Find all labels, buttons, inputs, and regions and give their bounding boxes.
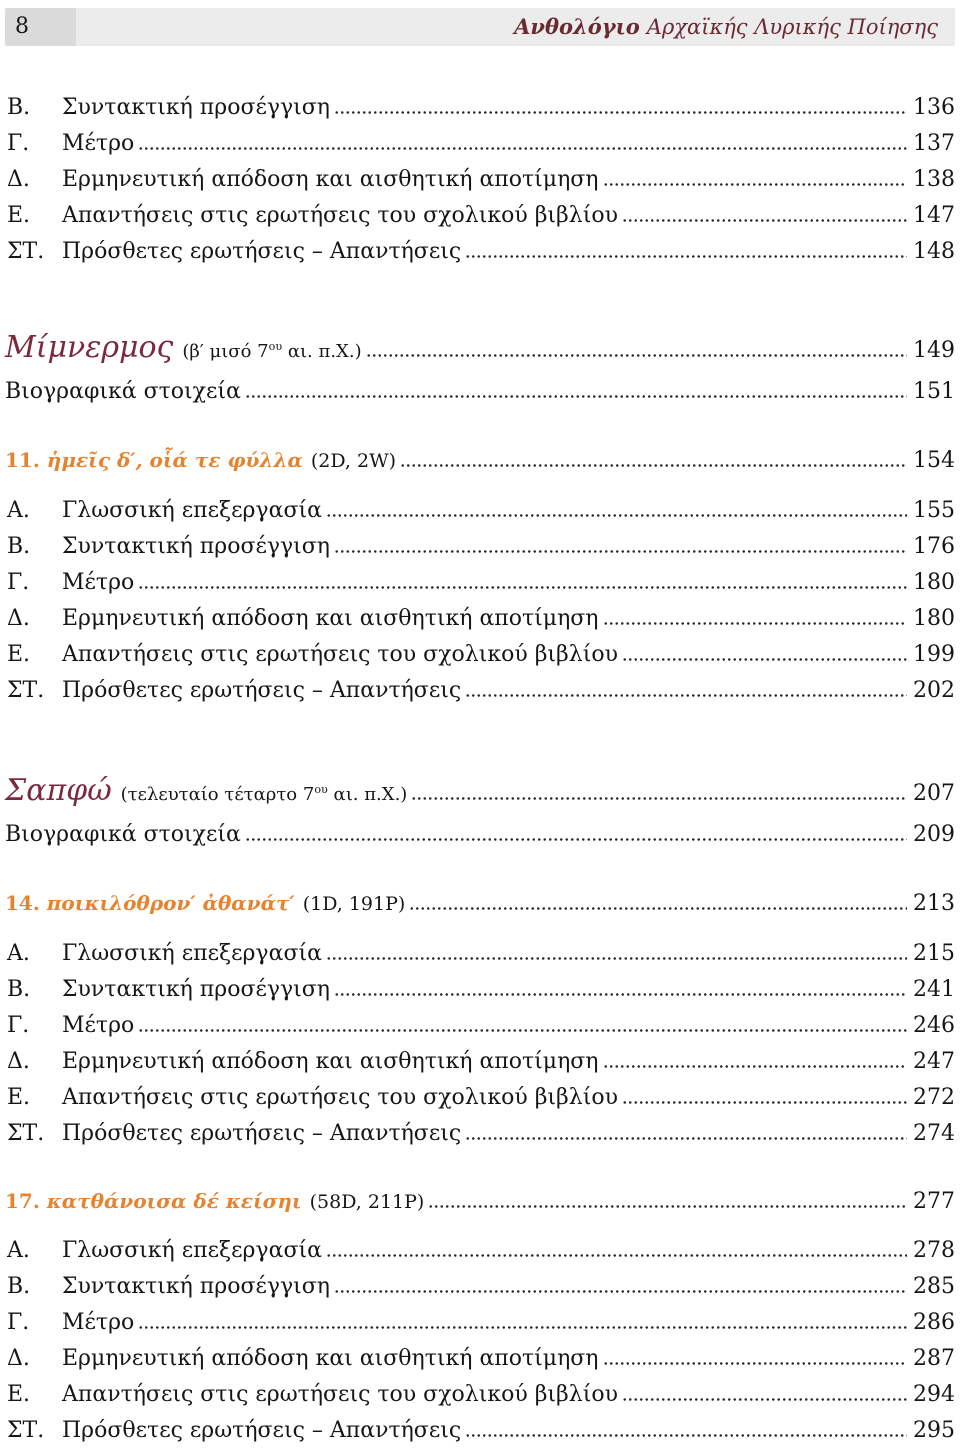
toc-entry [5, 1008, 955, 1044]
poem-entry [5, 442, 955, 478]
poem-reference: (2D, 2W) [310, 450, 397, 472]
entry-title: Γλωσσική επεξεργασία [62, 498, 322, 523]
entry-page-number: 136 [913, 95, 955, 120]
entry-title: Πρόσθετες ερωτήσεις – Απαντήσεις [62, 678, 462, 703]
toc-entry [5, 126, 955, 162]
entry-page-number: 155 [913, 498, 955, 523]
page-header [5, 8, 955, 46]
toc-entry [5, 637, 955, 673]
poem-sections [5, 936, 955, 1152]
toc-entry [5, 493, 955, 529]
dot-leader [138, 1029, 907, 1032]
dot-leader [366, 354, 907, 357]
poem-number: 11. [5, 448, 40, 472]
dot-leader [603, 1362, 908, 1365]
toc-entry [5, 565, 955, 601]
dot-leader [465, 1434, 907, 1437]
dot-leader [334, 111, 907, 114]
toc-entry [5, 936, 955, 972]
poem-block [5, 442, 955, 478]
entry-title: Μέτρο [62, 131, 135, 156]
entry-page-number: 154 [913, 448, 955, 473]
entry-label: Β. [7, 1274, 31, 1299]
poem-entry [5, 885, 955, 921]
toc-entry [5, 529, 955, 565]
entry-page-number: 137 [913, 131, 955, 156]
period-superscript: ου [268, 340, 283, 353]
toc-entry [5, 1080, 955, 1116]
dot-leader [465, 255, 907, 258]
author-block [5, 769, 955, 853]
poem-block [5, 885, 955, 921]
dot-leader [622, 658, 907, 661]
toc-entry [5, 198, 955, 234]
entry-page-number: 213 [913, 891, 955, 916]
bio-entry [5, 374, 955, 410]
entry-title: Βιογραφικά στοιχεία [5, 379, 241, 404]
poem-heading [5, 1183, 302, 1219]
poem-sections [5, 1233, 955, 1449]
period-text: (β′ μισό 7 [182, 341, 269, 362]
entry-label: Α. [7, 498, 30, 523]
entry-page-number: 294 [913, 1382, 955, 1407]
entry-label: ΣΤ. [7, 678, 45, 703]
toc-entry [5, 1233, 955, 1269]
entry-page-number: 277 [913, 1189, 955, 1214]
poem-number: 17. [5, 1189, 40, 1213]
entry-label: Δ. [7, 1346, 30, 1371]
entry-page-number: 149 [913, 338, 955, 363]
dot-leader [428, 1205, 907, 1208]
running-title [76, 8, 955, 46]
period-text-end: αι. π.Χ.) [327, 784, 408, 805]
entry-title: Πρόσθετες ερωτήσεις – Απαντήσεις [62, 1121, 462, 1146]
toc-entry [5, 601, 955, 637]
author-name: Μίμνερμος [5, 330, 174, 365]
entry-page-number: 285 [913, 1274, 955, 1299]
dot-leader [411, 797, 907, 800]
entry-title: Γλωσσική επεξεργασία [62, 941, 322, 966]
entry-title: Απαντήσεις στις ερωτήσεις του σχολικού βιβλίου [62, 1382, 618, 1407]
entry-title: Ερμηνευτική απόδοση και αισθητική αποτίμηση [62, 1049, 599, 1074]
entry-label: Δ. [7, 167, 30, 192]
period-superscript: ου [314, 783, 328, 796]
entry-label: ΣΤ. [7, 1418, 45, 1443]
entry-label: ΣΤ. [7, 239, 45, 264]
entry-label: Β. [7, 95, 31, 120]
toc-entry [5, 234, 955, 270]
entry-label: Γ. [7, 1310, 30, 1335]
entry-page-number: 202 [913, 678, 955, 703]
dot-leader [334, 993, 907, 996]
dot-leader [138, 147, 907, 150]
entry-label: Β. [7, 534, 31, 559]
author-entry [5, 769, 955, 813]
dot-leader [400, 464, 907, 467]
author-name: Σαπφώ [5, 773, 112, 808]
entry-title: Μέτρο [62, 1013, 135, 1038]
author-entry [5, 326, 955, 370]
dot-leader [465, 1137, 907, 1140]
dot-leader [334, 550, 907, 553]
entry-title: Πρόσθετες ερωτήσεις – Απαντήσεις [62, 1418, 462, 1443]
toc-entry [5, 972, 955, 1008]
entry-page-number: 272 [913, 1085, 955, 1110]
author-block [5, 326, 955, 410]
entry-label: Γ. [7, 570, 30, 595]
dot-leader [138, 1326, 907, 1329]
toc-entry [5, 673, 955, 709]
poem-title: ποικιλόθρον′ ἀθανάτ′ [46, 891, 295, 915]
entry-page-number: 151 [913, 379, 955, 404]
toc-entry [5, 1341, 955, 1377]
dot-leader [334, 1290, 907, 1293]
toc-entry [5, 1305, 955, 1341]
entry-label: Δ. [7, 606, 30, 631]
author-period [182, 340, 361, 364]
entry-label: Α. [7, 1238, 30, 1263]
poem-reference: (1D, 191P) [302, 893, 406, 915]
entry-title: Μέτρο [62, 1310, 135, 1335]
entry-page-number: 176 [913, 534, 955, 559]
toc-entry [5, 1269, 955, 1305]
entry-page-number: 148 [913, 239, 955, 264]
entry-label: ΣΤ. [7, 1121, 45, 1146]
entry-page-number: 215 [913, 941, 955, 966]
entry-label: Ε. [7, 1085, 31, 1110]
entry-label: Ε. [7, 642, 31, 667]
dot-leader [603, 622, 908, 625]
entry-title: Πρόσθετες ερωτήσεις – Απαντήσεις [62, 239, 462, 264]
dot-leader [603, 183, 908, 186]
entry-title: Συντακτική προσέγγιση [62, 1274, 330, 1299]
period-text-end: αι. π.Χ.) [282, 341, 362, 362]
entry-label: Δ. [7, 1049, 30, 1074]
toc-entry [5, 1413, 955, 1449]
toc-entry [5, 1116, 955, 1152]
dot-leader [326, 514, 907, 517]
toc-continued-sections [5, 90, 955, 270]
entry-title: Ερμηνευτική απόδοση και αισθητική αποτίμηση [62, 606, 599, 631]
dot-leader [603, 1065, 908, 1068]
dot-leader [465, 694, 907, 697]
running-title-bold: Ανθολόγιο [514, 14, 640, 39]
entry-page-number: 199 [913, 642, 955, 667]
dot-leader [326, 957, 907, 960]
entry-title: Ερμηνευτική απόδοση και αισθητική αποτίμηση [62, 167, 599, 192]
toc-entry [5, 90, 955, 126]
entry-page-number: 274 [913, 1121, 955, 1146]
entry-page-number: 247 [913, 1049, 955, 1074]
entry-title: Απαντήσεις στις ερωτήσεις του σχολικού βιβλίου [62, 1085, 618, 1110]
entry-title: Συντακτική προσέγγιση [62, 95, 330, 120]
entry-title: Γλωσσική επεξεργασία [62, 1238, 322, 1263]
page-number: 8 [5, 8, 76, 46]
entry-page-number: 286 [913, 1310, 955, 1335]
toc-entry [5, 162, 955, 198]
dot-leader [245, 838, 907, 841]
entry-page-number: 180 [913, 606, 955, 631]
entry-page-number: 278 [913, 1238, 955, 1263]
running-title-rest: Αρχαϊκής Λυρικής Ποίησης [646, 15, 938, 39]
entry-title: Απαντήσεις στις ερωτήσεις του σχολικού βιβλίου [62, 642, 618, 667]
entry-page-number: 246 [913, 1013, 955, 1038]
entry-title: Βιογραφικά στοιχεία [5, 822, 241, 847]
entry-page-number: 138 [913, 167, 955, 192]
poem-heading [5, 885, 295, 921]
entry-label: Α. [7, 941, 30, 966]
poem-title: κατθάνοισα δέ κείσηι [46, 1189, 302, 1213]
entry-label: Ε. [7, 1382, 31, 1407]
entry-title: Μέτρο [62, 570, 135, 595]
entry-title: Ερμηνευτική απόδοση και αισθητική αποτίμηση [62, 1346, 599, 1371]
dot-leader [245, 395, 907, 398]
author-period [121, 783, 408, 807]
poem-number: 14. [5, 891, 40, 915]
entry-label: Ε. [7, 203, 31, 228]
entry-page-number: 209 [913, 822, 955, 847]
entry-page-number: 207 [913, 781, 955, 806]
entry-label: Β. [7, 977, 31, 1002]
dot-leader [622, 1398, 907, 1401]
poem-sections [5, 493, 955, 709]
dot-leader [326, 1254, 907, 1257]
dot-leader [622, 219, 907, 222]
poem-heading [5, 442, 303, 478]
bio-entry [5, 817, 955, 853]
period-text: (τελευταίο τέταρτο 7 [120, 784, 315, 805]
entry-title: Συντακτική προσέγγιση [62, 534, 330, 559]
poem-reference: (58D, 211P) [309, 1191, 425, 1213]
entry-title: Συντακτική προσέγγιση [62, 977, 330, 1002]
entry-page-number: 147 [913, 203, 955, 228]
dot-leader [622, 1101, 907, 1104]
dot-leader [138, 586, 907, 589]
entry-label: Γ. [7, 131, 30, 156]
poem-title: ἡμεῖς δ′, οἷά τε φύλλα [46, 448, 303, 472]
entry-page-number: 295 [913, 1418, 955, 1443]
entry-page-number: 180 [913, 570, 955, 595]
entry-page-number: 287 [913, 1346, 955, 1371]
dot-leader [409, 907, 907, 910]
entry-title: Απαντήσεις στις ερωτήσεις του σχολικού βιβλίου [62, 203, 618, 228]
poem-block [5, 1183, 955, 1219]
entry-label: Γ. [7, 1013, 30, 1038]
toc-entry [5, 1377, 955, 1413]
toc-entry [5, 1044, 955, 1080]
entry-page-number: 241 [913, 977, 955, 1002]
poem-entry [5, 1183, 955, 1219]
